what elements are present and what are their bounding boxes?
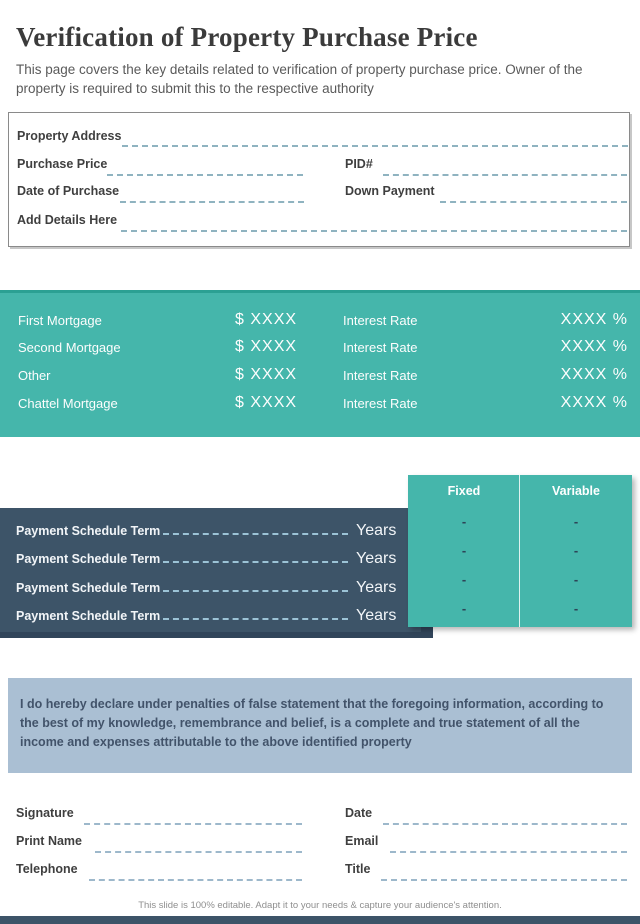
variable-cell-2[interactable]: - [573, 543, 579, 558]
fixed-column-header: Fixed [447, 484, 481, 498]
payment-schedule-term-label: Payment Schedule Term [16, 609, 161, 623]
title-input-line[interactable] [381, 879, 627, 881]
telephone-input-line[interactable] [89, 879, 302, 881]
mortgage-row-amount: $ XXXX [235, 394, 298, 411]
years-label: Years [356, 607, 397, 624]
mortgage-row-label: Other [18, 368, 51, 383]
interest-rate-value: XXXX % [560, 311, 628, 328]
years-label: Years [356, 522, 397, 539]
payment-term-input-line[interactable] [163, 561, 348, 563]
declaration-box [8, 678, 632, 773]
payment-schedule-term-label: Payment Schedule Term [16, 552, 161, 566]
signature-label: Signature [16, 806, 74, 820]
editable-note: This slide is 100% editable. Adapt it to your needs & capture your audience's attention. [138, 900, 502, 911]
payment-schedule-row [0, 607, 421, 625]
purchase-price-label: Purchase Price [17, 157, 108, 171]
bottom-accent-bar [0, 916, 640, 924]
mortgage-row-amount: $ XXXX [235, 366, 298, 383]
purchase-price-input-line[interactable] [107, 174, 303, 176]
interest-rate-label: Interest Rate [343, 368, 418, 383]
years-label: Years [356, 579, 397, 596]
mortgage-row-label: Second Mortgage [18, 340, 121, 355]
property-address-label: Property Address [17, 129, 122, 143]
mortgage-row-amount: $ XXXX [235, 338, 298, 355]
down-payment-label: Down Payment [345, 184, 435, 198]
date-of-purchase-input-line[interactable] [120, 201, 304, 203]
interest-rate-label: Interest Rate [343, 396, 418, 411]
mortgage-row-label: First Mortgage [18, 313, 102, 328]
fixed-cell-4[interactable]: - [461, 601, 467, 616]
payment-term-input-line[interactable] [163, 533, 348, 535]
table-column-divider [519, 475, 520, 627]
mortgage-row [0, 311, 640, 331]
declaration-text: I do hereby declare under penalties of false statement that the foregoing information, according to the best of my knowledge, remembrance and belief, is a complete and true statement of all the income and expenses attributable to the above identified property [20, 697, 604, 749]
fixed-cell-2[interactable]: - [461, 543, 467, 558]
interest-rate-value: XXXX % [560, 338, 628, 355]
variable-cell-1[interactable]: - [573, 514, 579, 529]
mortgage-row-amount: $ XXXX [235, 311, 298, 328]
payment-term-input-line[interactable] [163, 590, 348, 592]
date-input-line[interactable] [383, 823, 627, 825]
mortgage-section [0, 290, 640, 437]
years-label: Years [356, 550, 397, 567]
date-label: Date [345, 806, 373, 820]
fixed-cell-1[interactable]: - [461, 514, 467, 529]
variable-column-header: Variable [552, 484, 600, 498]
title-label: Title [345, 862, 371, 876]
pid-input-line[interactable] [383, 174, 627, 176]
payment-term-input-line[interactable] [163, 618, 348, 620]
mortgage-row-label: Chattel Mortgage [18, 396, 118, 411]
payment-schedule-term-label: Payment Schedule Term [16, 524, 161, 538]
email-input-line[interactable] [390, 851, 627, 853]
interest-rate-label: Interest Rate [343, 340, 418, 355]
fixed-variable-table [408, 475, 632, 627]
date-of-purchase-label: Date of Purchase [17, 184, 120, 198]
signature-input-line[interactable] [84, 823, 302, 825]
interest-rate-label: Interest Rate [343, 313, 418, 328]
interest-rate-value: XXXX % [560, 366, 628, 383]
variable-cell-3[interactable]: - [573, 572, 579, 587]
property-address-input-line[interactable] [122, 145, 628, 147]
add-details-label: Add Details Here [17, 213, 118, 227]
payment-schedule-row [0, 550, 421, 568]
mortgage-row [0, 394, 640, 414]
mortgage-row [0, 366, 640, 386]
print-name-input-line[interactable] [95, 851, 302, 853]
interest-rate-value: XXXX % [560, 394, 628, 411]
payment-schedule-band [0, 508, 421, 632]
add-details-input-line[interactable] [121, 230, 627, 232]
payment-schedule-row [0, 522, 421, 540]
print-name-label: Print Name [16, 834, 82, 848]
page-title: Verification of Property Purchase Price [16, 22, 478, 52]
mortgage-row [0, 338, 640, 358]
fixed-cell-3[interactable]: - [461, 572, 467, 587]
payment-schedule-term-label: Payment Schedule Term [16, 581, 161, 595]
telephone-label: Telephone [16, 862, 78, 876]
variable-cell-4[interactable]: - [573, 601, 579, 616]
down-payment-input-line[interactable] [440, 201, 627, 203]
property-form-box [8, 112, 630, 247]
page-subtitle: This page covers the key details related to verification of property purchase price. Owner of the property is required to submit this to the respective authority [16, 62, 583, 97]
pid-label: PID# [345, 157, 373, 171]
email-label: Email [345, 834, 379, 848]
payment-schedule-row [0, 579, 421, 597]
